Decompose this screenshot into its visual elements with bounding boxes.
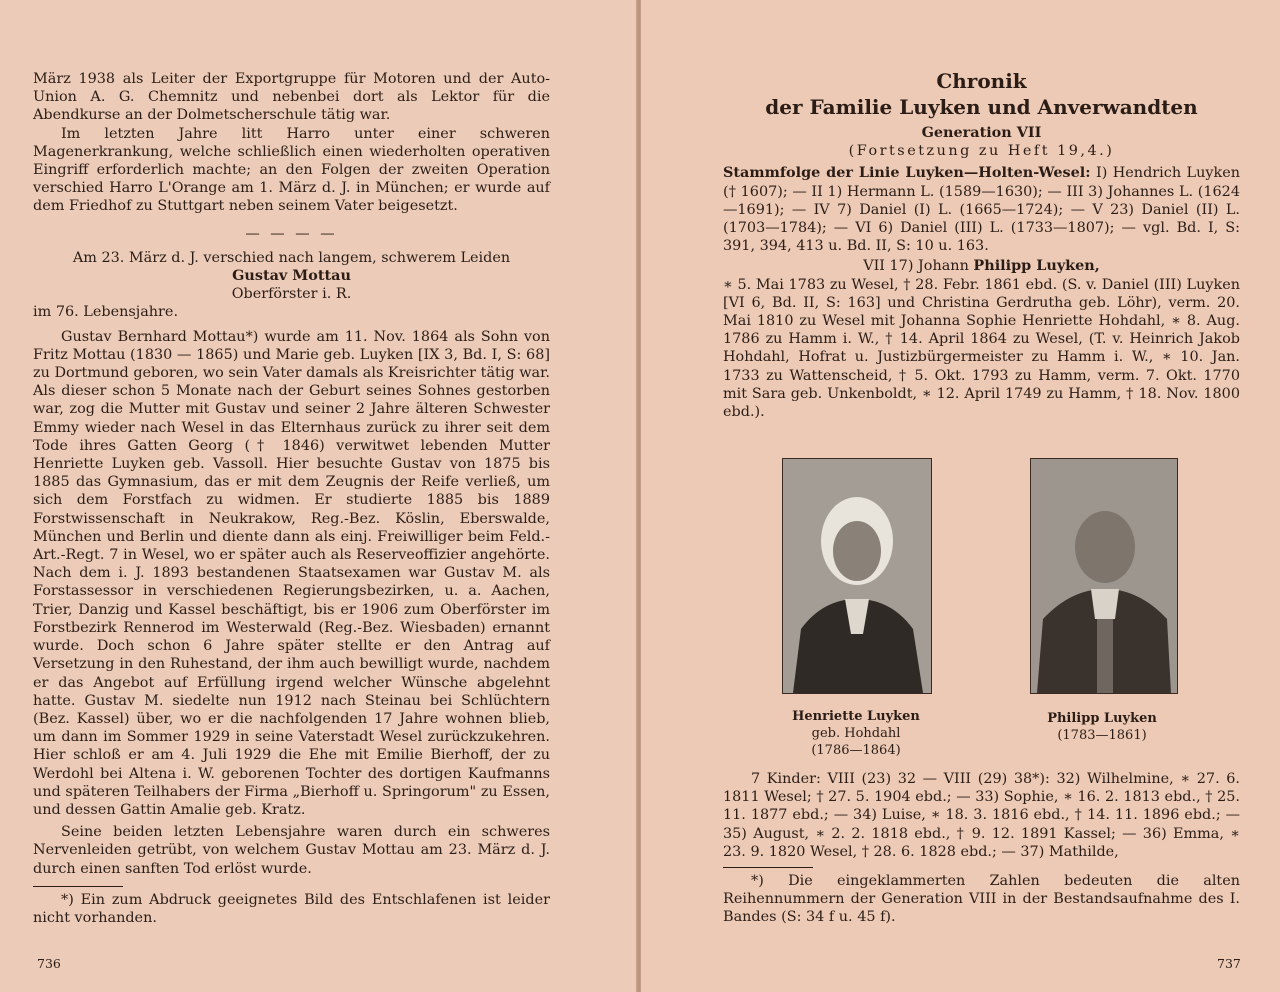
caption-philipp-years: (1783—1861) xyxy=(1057,728,1147,743)
entry-name: Philipp Luyken, xyxy=(973,257,1100,275)
paragraph-2: Im letzten Jahre litt Harro unter einer schweren Magenerkrankung, welche schließlich einen wiederholten operativen Eingriff erforderlich machte; an den Folgen der zweiten Operation verschied Harro L'Orange am 1. März d. J. in München; er wurde auf dem Friedhof zu Stuttgart neben seinem Vater beigesetzt. xyxy=(33,125,550,215)
left-page xyxy=(0,0,638,992)
lineage-text: I) Hendrich Luyken († 1607); — II 1) Hermann L. (1589—1630); — III 3) Johannes L. (1624—1691); — IV 7) Daniel (I) L. (1665—1724); — V 23) Daniel (II) L. (1703—1784); — VI 6) Daniel (III) L. (1733—1807); — vgl. Bd. I, S: 391, 394, 413 u. Bd. II, S: 10 u. 163. xyxy=(723,165,1240,255)
footnote: *) Ein zum Abdruck geeignetes Bild des Entschlafenen ist leider nicht vorhanden. xyxy=(33,891,550,926)
deceased-title: Oberförster i. R. xyxy=(231,286,352,303)
caption-henriette xyxy=(756,708,956,759)
chronicle-subtitle: der Familie Luyken und Anverwandten xyxy=(765,95,1198,119)
caption-henriette-maiden: geb. Hohdahl xyxy=(811,726,901,741)
caption-henriette-years: (1786—1864) xyxy=(811,743,901,758)
paragraph-3: Gustav Bernhard Mottau*) wurde am 11. Nov. 1864 als Sohn von Fritz Mottau (1830 — 1865) und Marie geb. Luyken [IX 3, Bd. I, S: 68] zu Dortmund geboren, wo sein Vater damals als Kreisrichter tätig war. Als dieser schon 5 Monate nach der Geburt seines Sohnes gestorben war, zog die Mutter mit Gustav und seiner 2 Jahre älteren Schwester Emmy wieder nach Wesel in das Elternhaus zurück zu ihrer seit dem Tode ihres Gatten Georg († 1846) verwitwet lebenden Mutter Henriette Luyken geb. Vassoll. Hier besuchte Gustav von 1875 bis 1885 das Gymnasium, das er mit dem Zeugnis der Reife verließ, um sich dem Forstfach zu widmen. Er studierte 1885 bis 1889 Forstwissenschaft in Neukrakow, Reg.-Bez. Köslin, Eberswalde, München und Berlin und diente dann als einj. Freiwilliger beim Feld.-Art.-Regt. 7 in Wesel, wo er später auch als Reserveoffizier angehörte. Nach dem i. J. 1893 bestandenen Staatsexamen war Gustav M. als Forstassessor in verschiedenen Regierungsbezirken, u. a. Aachen, Trier, Danzig und Kassel beschäftigt, bis er 1906 zum Oberförster im Forstbezirk Rennerod im Westerwald (Reg.-Bez. Wiesbaden) ernannt wurde. Doch schon 6 Jahre später stellte er den Antrag auf Versetzung in den Ruhestand, der ihm auch bewilligt wurde, nachdem er das Angebot auf Erfüllung irgend welcher Wünsche abgelehnt hatte. Gustav M. siedelte nun 1912 nach Steinau bei Schlüchtern (Bez. Kassel) über, wo er die nachfolgenden 17 Jahre wohnen blieb, um dann im Sommer 1929 in seine Vaterstadt Wesel zurückzukehren. Hier schloß er am 4. Juli 1929 die Ehe mit Emilie Bierhoff, der zu Werdohl bei Altena i. W. geborenen Tochter des dortigen Kaufmanns und späteren Teilhabers der Firma „Bierhoff u. Springorum" zu Essen, und dessen Gattin Amalie geb. Kratz. xyxy=(33,328,550,818)
right-text-column xyxy=(723,68,1240,421)
separator: — — — — xyxy=(245,225,338,242)
portrait-woman-image xyxy=(783,459,931,693)
entry-heading xyxy=(723,257,1240,275)
left-text-column xyxy=(33,70,550,927)
entry-prefix: VII 17) Johann xyxy=(863,258,974,275)
portrait-philipp-luyken xyxy=(1030,458,1178,694)
caption-henriette-name: Henriette Luyken xyxy=(792,709,920,724)
children-paragraph: 7 Kinder: VIII (23) 32 — VIII (29) 38*): 32) Wilhelmine, ∗ 27. 6. 1811 Wesel; † 27. 5. 1904 ebd.; — 33) Sophie, ∗ 16. 2. 1813 ebd., † 25. 11. 1877 ebd.; — 34) Luise, ∗ 18. 3. 1816 ebd., † 14. 11. 1896 ebd.; — 35) August, ∗ 2. 2. 1818 ebd., † 9. 12. 1891 Kassel; — 36) Emma, ∗ 23. 9. 1820 Wesel, † 28. 6. 1828 ebd.; — 37) Mathilde, xyxy=(723,771,1240,860)
caption-philipp-name: Philipp Luyken xyxy=(1047,711,1157,726)
page-number-right: 737 xyxy=(1217,956,1241,971)
lineage-paragraph xyxy=(723,164,1240,255)
chronicle-title: Chronik xyxy=(936,69,1027,93)
footnote-rule-right xyxy=(723,867,813,868)
page-number-left: 736 xyxy=(37,956,61,971)
paragraph-1: März 1938 als Leiter der Exportgruppe für Motoren und der Auto-Union A. G. Chemnitz und nebenbei dort als Lektor für die Abendkurse an der Dolmetscherschule tätig war. xyxy=(33,71,550,124)
deceased-age: im 76. Lebensjahre. xyxy=(33,304,179,321)
caption-philipp xyxy=(1002,710,1202,744)
death-notice: Am 23. März d. J. verschied nach langem, schwerem Leiden xyxy=(72,249,511,266)
portrait-henriette-luyken xyxy=(782,458,932,694)
entry-text: ∗ 5. Mai 1783 zu Wesel, † 28. Febr. 1861 ebd. (S. v. Daniel (III) Luyken [VI 6, Bd. II, S: 163] und Christina Gerdrutha geb. Löhr), verm. 20. Mai 1810 zu Wesel mit Johanna Sophie Henriette Hohdahl, ∗ 8. Aug. 1786 zu Hamm i. W., † 14. April 1864 zu Wesel, (T. v. Heinrich Jakob Hohdahl, Hofrat u. Justizbürgermeister zu Hamm i. W., ∗ 10. Jan. 1733 zu Wattenscheid, † 5. Okt. 1793 zu Hamm, verm. 7. Okt. 1770 mit Sara geb. Unkenboldt, ∗ 12. April 1749 zu Hamm, † 18. Nov. 1800 ebd.). xyxy=(723,276,1240,421)
footnote-rule xyxy=(33,886,123,887)
footnote-right: *) Die eingeklammerten Zahlen bedeuten die alten Reihennummern der Generation VIII in der Bestandsaufnahme des I. Bandes (S: 34 f u. 45 f). xyxy=(723,873,1240,926)
right-page xyxy=(641,0,1280,992)
generation-heading: Generation VII xyxy=(921,124,1042,141)
right-lower-text xyxy=(723,770,1240,927)
paragraph-4: Seine beiden letzten Lebensjahre waren durch ein schweres Nervenleiden getrübt, von welchem Gustav Mottau am 23. März d. J. durch einen sanften Tod erlöst wurde. xyxy=(33,824,550,877)
deceased-name: Gustav Mottau xyxy=(232,267,351,285)
continuation-note: (Fortsetzung zu Heft 19,4.) xyxy=(848,143,1115,160)
lineage-label: Stammfolge der Linie Luyken—Holten-Wesel: xyxy=(723,164,1091,182)
portrait-man-image xyxy=(1031,459,1177,693)
